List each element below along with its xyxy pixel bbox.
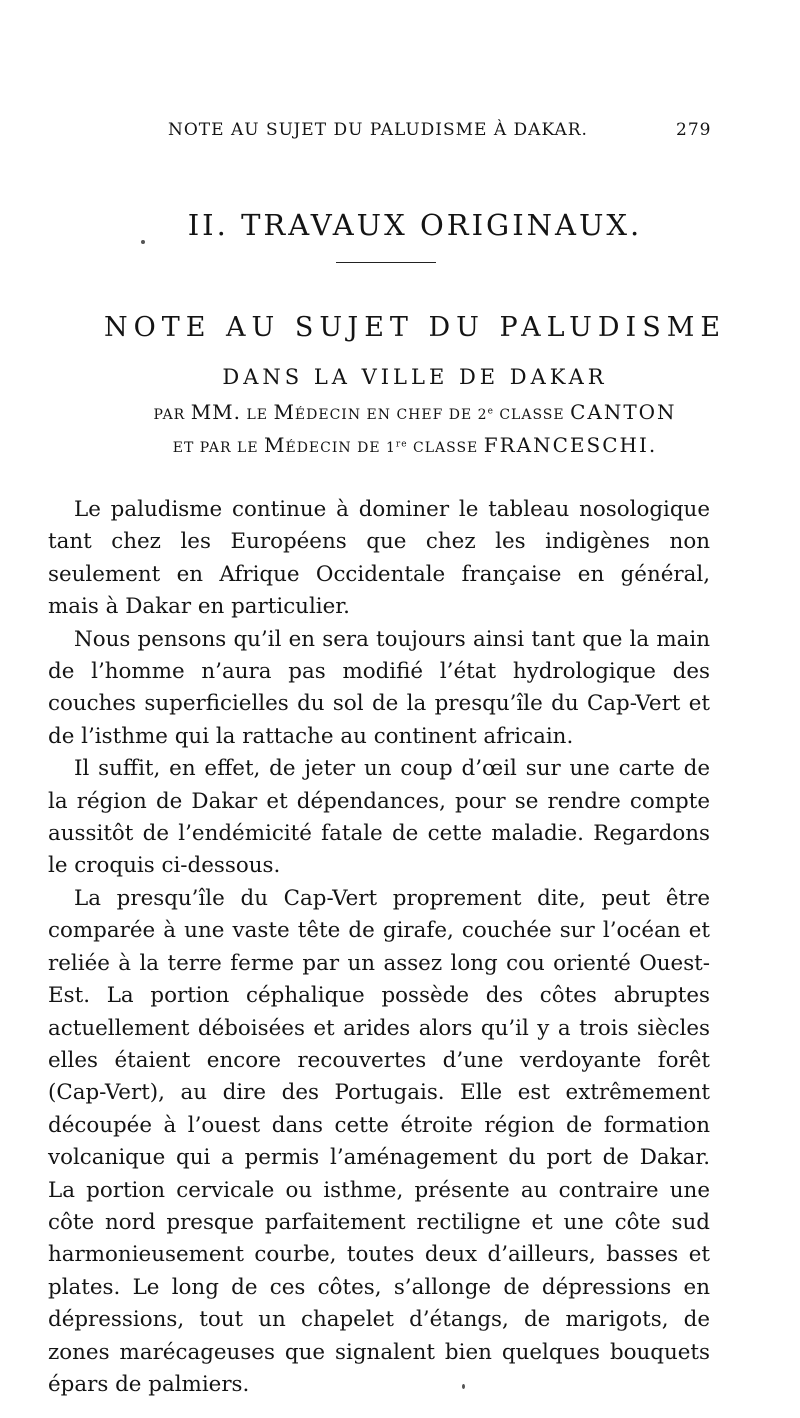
- byline-role-sup: re: [395, 439, 408, 450]
- section-divider: [336, 262, 436, 263]
- paragraph: La presqu’île du Cap-Vert proprement dite, peut être comparée à une vaste tête de girafe, couchée sur l’océan et reliée à la terre ferme par un assez long cou orienté Ouest-Est. La portion céphalique possède des côtes abruptes actuellement déboisées et arides alors qu’il y a trois siècles elles étaient encore recouvertes d’une verdoyante forêt (Cap-Vert), au dire des Portugais. Elle est extrêmement découpée à l’ouest dans cette étroite région de formation volcanique qui a permis l’aménagement du port de Dakar. La portion cervicale ou isthme, présente au contraire une côte nord presque parfaitement rectiligne et une côte sud harmonieusement courbe, toutes deux d’ailleurs, basses et plates. Le long de ces côtes, s’allonge de dépressions en dépressions, tout un chapelet d’étangs, de marigots, de zones marécageuses que signalent bien quelques bouquets épars de palmiers.: [48, 885, 710, 1397]
- byline-role-initial: M: [273, 400, 295, 424]
- page-number: 279: [676, 120, 712, 140]
- byline-second-author: [0, 433, 800, 457]
- byline-role-initial: M: [264, 433, 286, 457]
- byline-role: ÉDECIN DE 1: [285, 440, 396, 456]
- article-body: [48, 494, 710, 1401]
- print-speck: [462, 1384, 465, 1389]
- paragraph: Il suffit, en effet, de jeter un coup d’œil sur une carte de la région de Dakar et dépendances, pour se rendre compte aussitôt de l’endémicité fatale de cette maladie. Regardons le croquis ci-dessous.: [48, 756, 710, 879]
- author-name-franceschi: FRANCESCHI.: [483, 433, 658, 457]
- byline-first-author: [0, 400, 800, 424]
- running-head: NOTE AU SUJET DU PALUDISME À DAKAR.: [168, 120, 588, 140]
- section-heading: II. TRAVAUX ORIGINAUX.: [187, 208, 643, 242]
- paragraph: Nous pensons qu’il en sera toujours ainsi tant que la main de l’homme n’aura pas modifié l’état hydrologique des couches superficielles du sol de la presqu’île du Cap-Vert et de l’isthme qui la rattache au continent africain.: [48, 626, 710, 749]
- byline-mm: MM.: [190, 400, 242, 424]
- byline-role-pre: LE: [241, 407, 274, 423]
- paragraph: Le paludisme continue à dominer le tableau nosologique tant chez les Européens que chez les indigènes non seulement en Afrique Occidentale française en général, mais à Dakar en particulier.: [48, 497, 710, 620]
- byline-prefix: ET PAR LE: [172, 440, 264, 456]
- byline-role: ÉDECIN EN CHEF DE 2: [294, 407, 488, 423]
- byline-prefix: PAR: [153, 407, 191, 423]
- article-title-line-2: DANS LA VILLE DE DAKAR: [222, 365, 608, 389]
- byline-role-end: CLASSE: [407, 440, 484, 456]
- article-title-line-1: NOTE AU SUJET DU PALUDISME: [103, 312, 727, 343]
- author-name-canton: CANTON: [570, 400, 677, 424]
- byline-role-end: CLASSE: [493, 407, 571, 423]
- byline-role-sup: e: [487, 406, 494, 417]
